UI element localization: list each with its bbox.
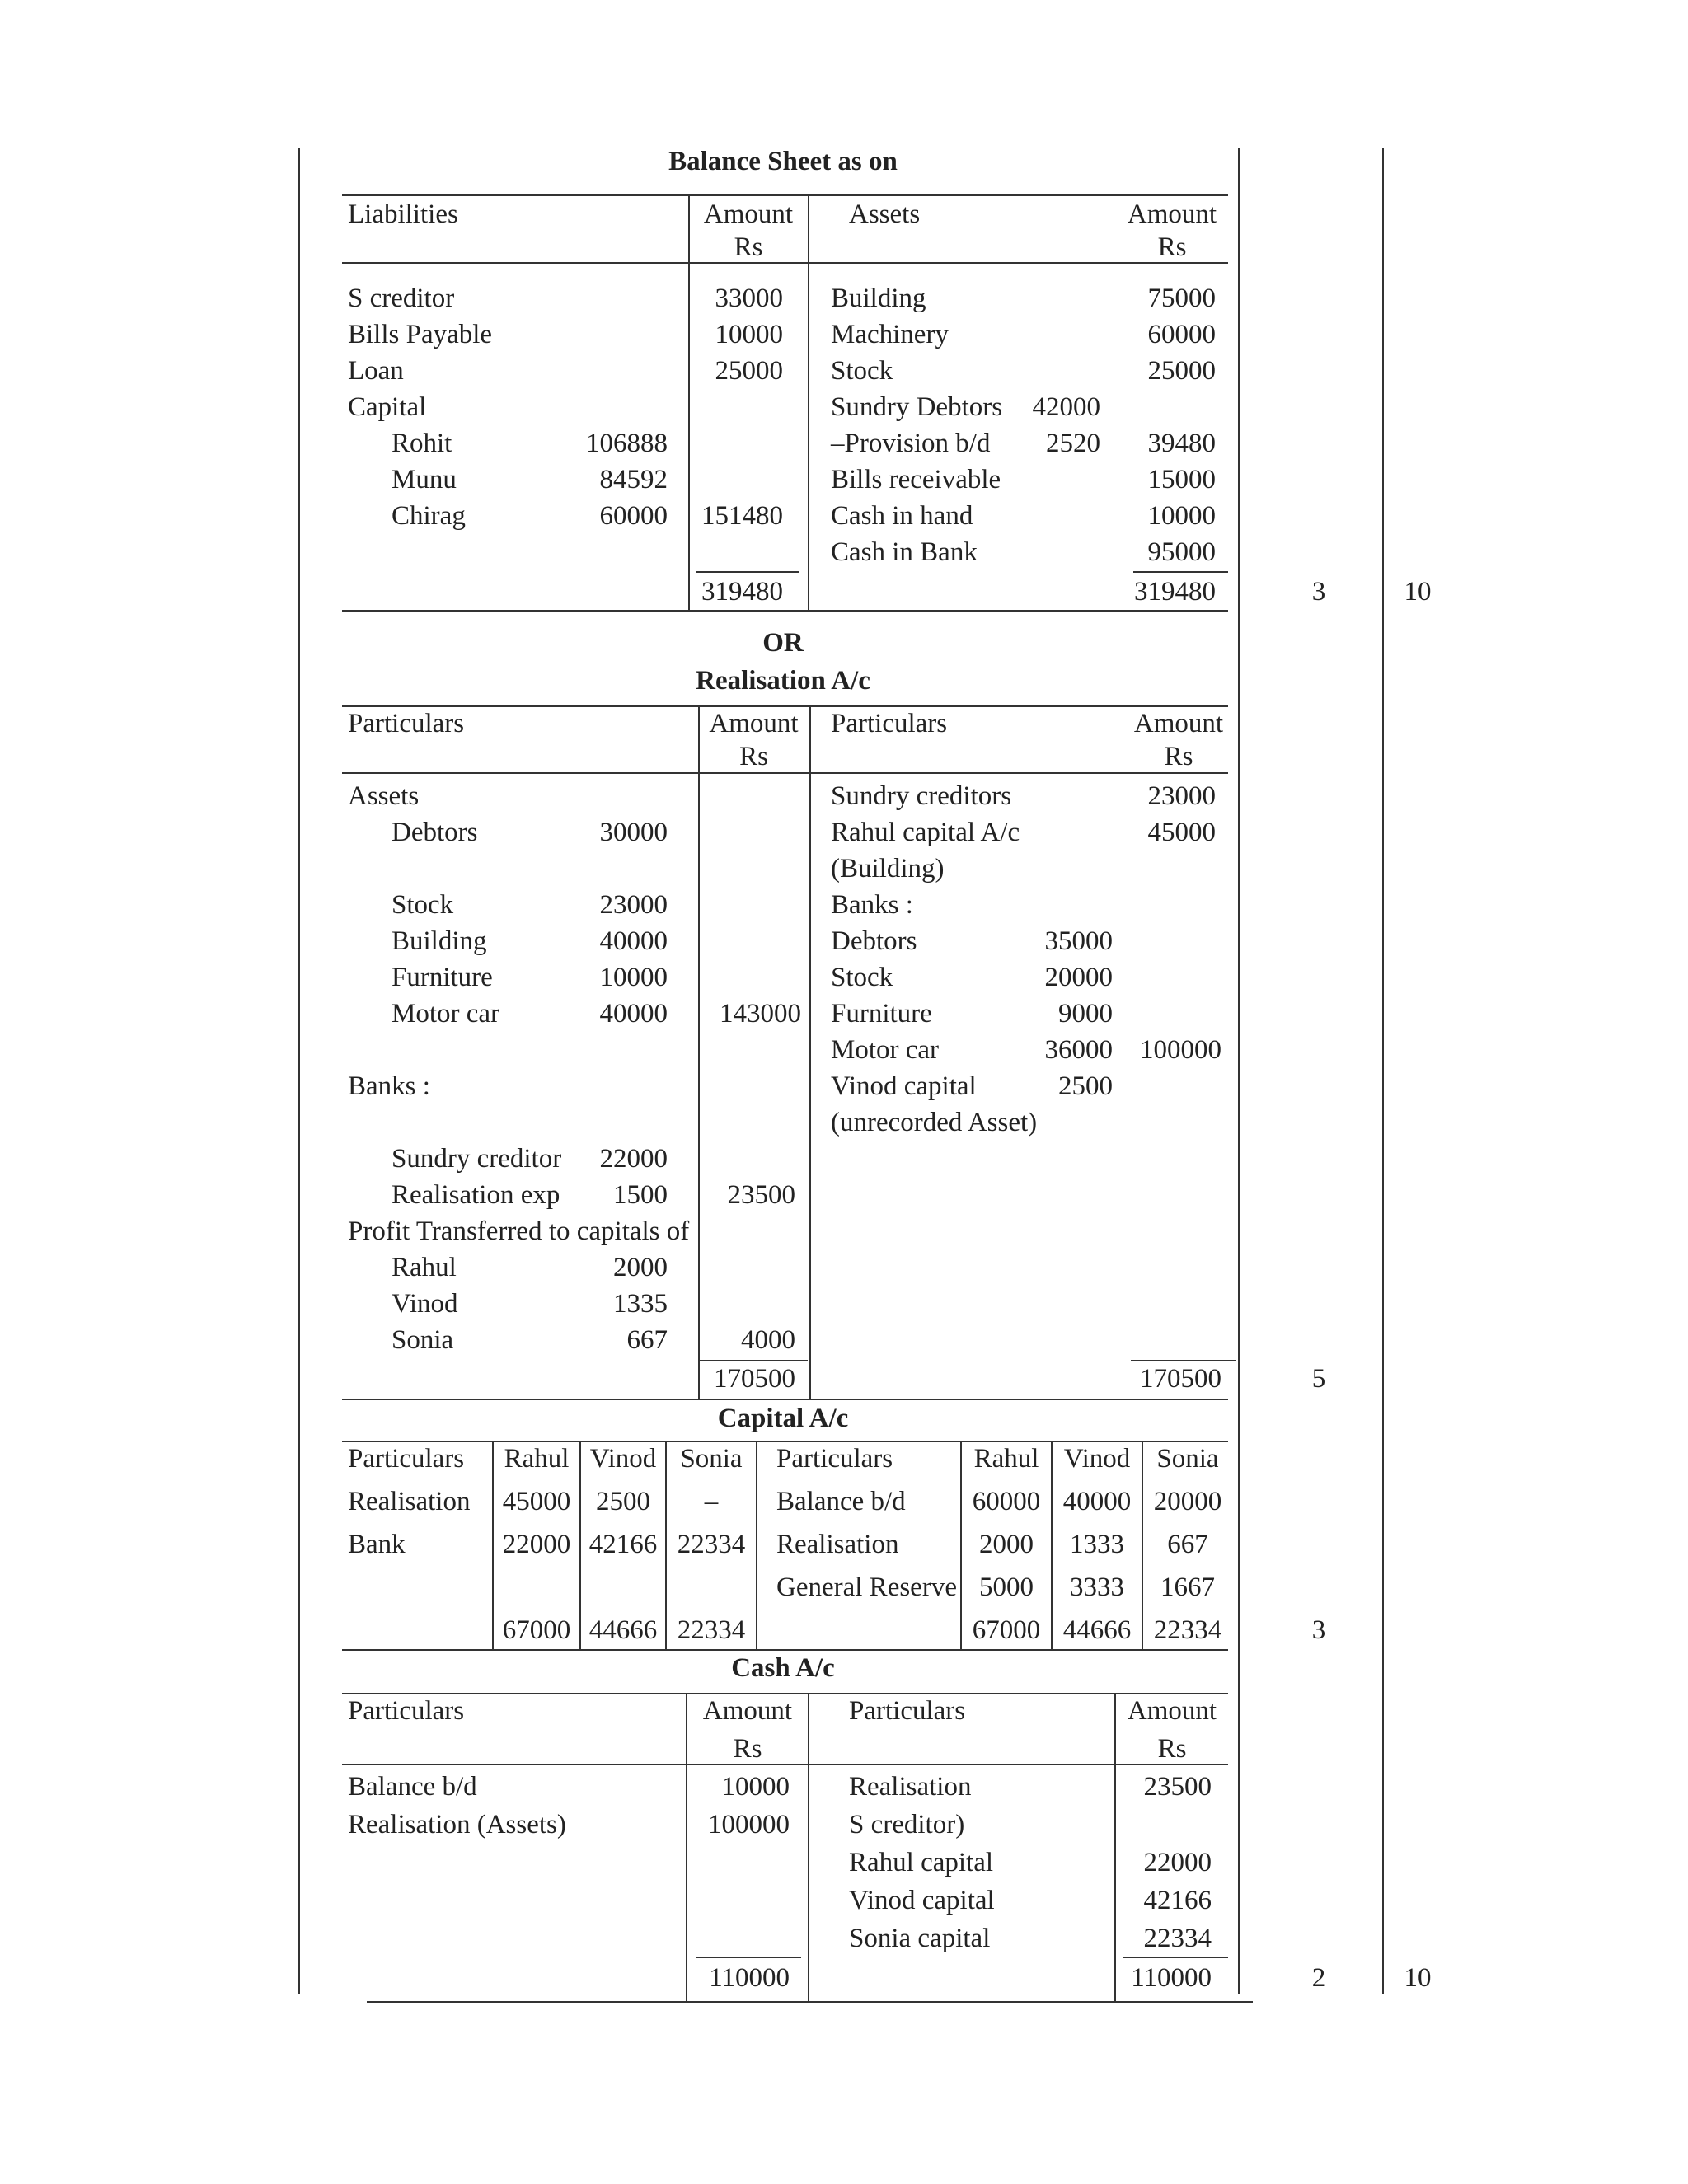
cash-credit-label: Vinod capital [849, 1886, 995, 1915]
asset-label: –Provision b/d [831, 429, 991, 458]
liability-label: Capital [348, 392, 427, 422]
ra-debit-sub-amount: 667 [626, 1325, 668, 1355]
asset-label: Cash in hand [831, 501, 973, 531]
capital-title: Capital A/c [717, 1404, 849, 1433]
cash-total-marks: 10 [1404, 1963, 1432, 1993]
ra-credit-label: Rahul capital A/c [831, 818, 1020, 847]
liability-sub-amount: 106888 [586, 429, 668, 458]
ra-head-particulars-right: Particulars [831, 709, 948, 738]
cash-title: Cash A/c [731, 1653, 835, 1683]
ra-credit-label: Banks : [831, 890, 913, 920]
ra-debit-sub-amount: 2000 [613, 1253, 668, 1282]
ra-total-left: 170500 [714, 1364, 795, 1394]
ca-cell: 44666 [588, 1615, 658, 1645]
ra-credit-amount: 23000 [1147, 781, 1216, 811]
asset-label: Stock [831, 356, 893, 386]
ra-head-amount-left: Amount [709, 709, 799, 738]
bs-total-right: 319480 [1134, 577, 1216, 607]
asset-label: Building [831, 284, 926, 313]
ra-marks: 5 [1311, 1364, 1326, 1394]
ra-col-line-1 [698, 705, 700, 1400]
cash-credit-amount: 22334 [1143, 1924, 1212, 1953]
ca-cell: 667 [1167, 1530, 1208, 1559]
asset-amount: 25000 [1147, 356, 1216, 386]
ca-header-cell: Particulars [348, 1444, 465, 1474]
ca-cell: 45000 [502, 1487, 571, 1516]
ra-credit-label: Stock [831, 963, 893, 992]
bs-col-line-2 [808, 194, 809, 610]
ra-bottom-rule [342, 1399, 1228, 1400]
bs-bottom-rule [342, 610, 1228, 612]
ra-total-right: 170500 [1140, 1364, 1221, 1394]
ra-head-rs-left: Rs [739, 742, 768, 771]
bs-head-amount-left: Amount [703, 199, 794, 229]
ra-credit-label: Debtors [831, 926, 917, 956]
liability-label: Loan [348, 356, 404, 386]
bs-col-line-1 [688, 194, 690, 610]
bs-head-amount-right: Amount [1127, 199, 1217, 229]
ca-cell: 22334 [677, 1615, 746, 1645]
ra-credit-sub-amount: 36000 [1044, 1035, 1113, 1065]
asset-label: Machinery [831, 320, 949, 349]
cash-debit-amount: 100000 [708, 1810, 790, 1840]
ra-credit-sub-amount: 35000 [1044, 926, 1113, 956]
asset-amount: 75000 [1147, 284, 1216, 313]
ca-cell: Balance b/d [776, 1487, 906, 1516]
ca-marks: 3 [1311, 1615, 1326, 1645]
cash-head-amount-right: Amount [1127, 1696, 1217, 1726]
ra-credit-amount: 45000 [1147, 818, 1216, 847]
ra-top-rule [342, 705, 1228, 707]
asset-sub-amount: 42000 [1032, 392, 1100, 422]
bs-total-left: 319480 [701, 577, 783, 607]
cash-credit-amount: 42166 [1143, 1886, 1212, 1915]
ca-header-cell: Sonia [680, 1444, 743, 1474]
ra-debit-label: Furniture [392, 963, 493, 992]
ca-cell: 60000 [972, 1487, 1041, 1516]
cash-head-rs-right: Rs [1157, 1734, 1187, 1764]
ra-credit-label: Vinod capital [831, 1071, 977, 1101]
bs-head-assets: Assets [849, 199, 921, 229]
ca-col-line [756, 1441, 757, 1650]
ra-credit-label: Furniture [831, 999, 932, 1029]
cash-credit-label: S creditor) [849, 1810, 965, 1840]
ca-cell: General Reserve [776, 1572, 957, 1602]
ca-top-rule [342, 1441, 1228, 1442]
cash-debit-label: Realisation (Assets) [348, 1810, 566, 1840]
ra-debit-sub-amount: 1335 [613, 1289, 668, 1319]
ra-debit-label: Banks : [348, 1071, 430, 1101]
ra-credit-label: Sundry creditors [831, 781, 1012, 811]
ca-cell: 44666 [1062, 1615, 1132, 1645]
cash-debit-label: Balance b/d [348, 1772, 477, 1802]
ra-debit-label: Motor car [392, 999, 500, 1029]
asset-amount: 15000 [1147, 465, 1216, 494]
cash-bottom-rule [367, 2001, 1253, 2003]
ca-cell: 1333 [1070, 1530, 1124, 1559]
ra-credit-amount: 100000 [1140, 1035, 1221, 1065]
ca-header-cell: Sonia [1156, 1444, 1219, 1474]
bs-subtotal-rule-right [1133, 571, 1228, 573]
ra-debit-sub-amount: 40000 [599, 999, 668, 1029]
ra-debit-label: Profit Transferred to capitals of [348, 1216, 690, 1246]
ca-cell: 2000 [979, 1530, 1034, 1559]
cash-total-right: 110000 [1131, 1963, 1212, 1993]
ca-cell: Realisation [348, 1487, 471, 1516]
ca-cell: 5000 [979, 1572, 1034, 1602]
ra-credit-sub-amount: 2500 [1058, 1071, 1113, 1101]
ca-cell: 2500 [596, 1487, 650, 1516]
bs-head-rule [342, 262, 1228, 264]
or-label: OR [762, 628, 804, 658]
ra-debit-sub-amount: 10000 [599, 963, 668, 992]
ca-cell: 40000 [1062, 1487, 1132, 1516]
ra-debit-label: Vinod [392, 1289, 458, 1319]
ra-debit-label: Assets [348, 781, 420, 811]
content-right-line [1238, 148, 1240, 1994]
ra-credit-sub-amount: 20000 [1044, 963, 1113, 992]
ca-header-cell: Particulars [776, 1444, 893, 1474]
ra-credit-label: Motor car [831, 1035, 940, 1065]
ra-credit-label: (Building) [831, 854, 945, 883]
ca-cell: 67000 [502, 1615, 571, 1645]
ra-debit-label: Realisation exp [392, 1180, 560, 1210]
cash-head-rs-left: Rs [733, 1734, 762, 1764]
liability-sub-amount: 60000 [599, 501, 668, 531]
ra-debit-label: Debtors [392, 818, 478, 847]
ca-header-cell: Vinod [1063, 1444, 1131, 1474]
liability-amount: 25000 [715, 356, 783, 386]
ca-cell: 3333 [1070, 1572, 1124, 1602]
ca-header-cell: Rahul [504, 1444, 570, 1474]
bs-top-rule [342, 194, 1228, 196]
cash-top-rule [342, 1693, 1228, 1694]
ra-debit-sub-amount: 30000 [599, 818, 668, 847]
ra-head-rs-right: Rs [1164, 742, 1193, 771]
asset-amount: 10000 [1147, 501, 1216, 531]
ca-cell: 20000 [1153, 1487, 1222, 1516]
ca-cell: Bank [348, 1530, 406, 1559]
bs-head-rs-left: Rs [734, 232, 763, 262]
liability-label: Rohit [392, 429, 452, 458]
cash-total-left: 110000 [709, 1963, 790, 1993]
cash-credit-label: Realisation [849, 1772, 972, 1802]
ra-debit-label: Stock [392, 890, 454, 920]
ra-debit-label: Building [392, 926, 487, 956]
asset-label: Bills receivable [831, 465, 1001, 494]
ca-bottom-rule [342, 1649, 1228, 1651]
ca-cell: 22334 [1153, 1615, 1222, 1645]
liability-amount: 151480 [701, 501, 783, 531]
asset-amount: 95000 [1147, 537, 1216, 567]
asset-label: Sundry Debtors [831, 392, 1003, 422]
ra-head-rule [342, 772, 1228, 774]
ra-col-line-2 [809, 705, 811, 1400]
ra-debit-sub-amount: 1500 [613, 1180, 668, 1210]
liability-sub-amount: 84592 [599, 465, 668, 494]
ra-debit-sub-amount: 40000 [599, 926, 668, 956]
marks-right-line [1382, 148, 1384, 1994]
liability-label: Bills Payable [348, 320, 493, 349]
ra-head-amount-right: Amount [1133, 709, 1224, 738]
cash-credit-label: Rahul capital [849, 1848, 994, 1877]
ca-cell: 22334 [677, 1530, 746, 1559]
left-margin-line [298, 148, 300, 1994]
ra-head-particulars-left: Particulars [348, 709, 465, 738]
ca-cell: 1667 [1160, 1572, 1215, 1602]
ca-header-cell: Rahul [973, 1444, 1039, 1474]
ca-cell: 22000 [502, 1530, 571, 1559]
ra-debit-amount: 23500 [727, 1180, 795, 1210]
asset-amount: 60000 [1147, 320, 1216, 349]
ra-debit-label: Sundry creditor [392, 1144, 562, 1174]
balance-sheet-title: Balance Sheet as on [668, 147, 898, 176]
asset-label: Cash in Bank [831, 537, 978, 567]
ra-credit-sub-amount: 9000 [1058, 999, 1113, 1029]
liability-label: Chirag [392, 501, 466, 531]
ra-debit-sub-amount: 23000 [599, 890, 668, 920]
ca-cell: 42166 [588, 1530, 658, 1559]
asset-amount: 39480 [1147, 429, 1216, 458]
bs-marks: 3 [1311, 577, 1326, 607]
cash-credit-amount: 23500 [1143, 1772, 1212, 1802]
ra-debit-label: Rahul [392, 1253, 457, 1282]
realisation-title: Realisation A/c [696, 666, 870, 696]
ra-debit-amount: 143000 [720, 999, 801, 1029]
ca-cell: Realisation [776, 1530, 899, 1559]
ra-debit-amount: 4000 [741, 1325, 795, 1355]
cash-debit-amount: 10000 [721, 1772, 790, 1802]
bs-subtotal-rule-left [696, 571, 799, 573]
ca-cell: – [704, 1487, 719, 1516]
liability-label: Munu [392, 465, 457, 494]
ra-debit-sub-amount: 22000 [599, 1144, 668, 1174]
cash-credit-amount: 22000 [1143, 1848, 1212, 1877]
cash-subtotal-rule-right [1123, 1957, 1228, 1958]
cash-subtotal-rule-left [696, 1957, 801, 1958]
cash-col-line-2 [808, 1693, 809, 2003]
cash-head-particulars-left: Particulars [348, 1696, 465, 1726]
liability-amount: 10000 [715, 320, 783, 349]
ca-header-cell: Vinod [589, 1444, 657, 1474]
cash-head-particulars-right: Particulars [849, 1696, 966, 1726]
bs-head-rs-right: Rs [1157, 232, 1187, 262]
cash-head-rule [342, 1764, 1228, 1765]
cash-credit-label: Sonia capital [849, 1924, 991, 1953]
bs-total-marks: 10 [1404, 577, 1432, 607]
asset-sub-amount: 2520 [1046, 429, 1100, 458]
ra-debit-label: Sonia [392, 1325, 454, 1355]
liability-amount: 33000 [715, 284, 783, 313]
cash-marks: 2 [1311, 1963, 1326, 1993]
ra-subtotal-rule-left [700, 1360, 808, 1361]
ca-cell: 67000 [972, 1615, 1041, 1645]
ra-subtotal-rule-right [1131, 1360, 1236, 1361]
ra-credit-label: (unrecorded Asset) [831, 1108, 1038, 1137]
cash-head-amount-left: Amount [702, 1696, 793, 1726]
liability-label: S creditor [348, 284, 455, 313]
bs-head-liabilities: Liabilities [348, 199, 458, 229]
